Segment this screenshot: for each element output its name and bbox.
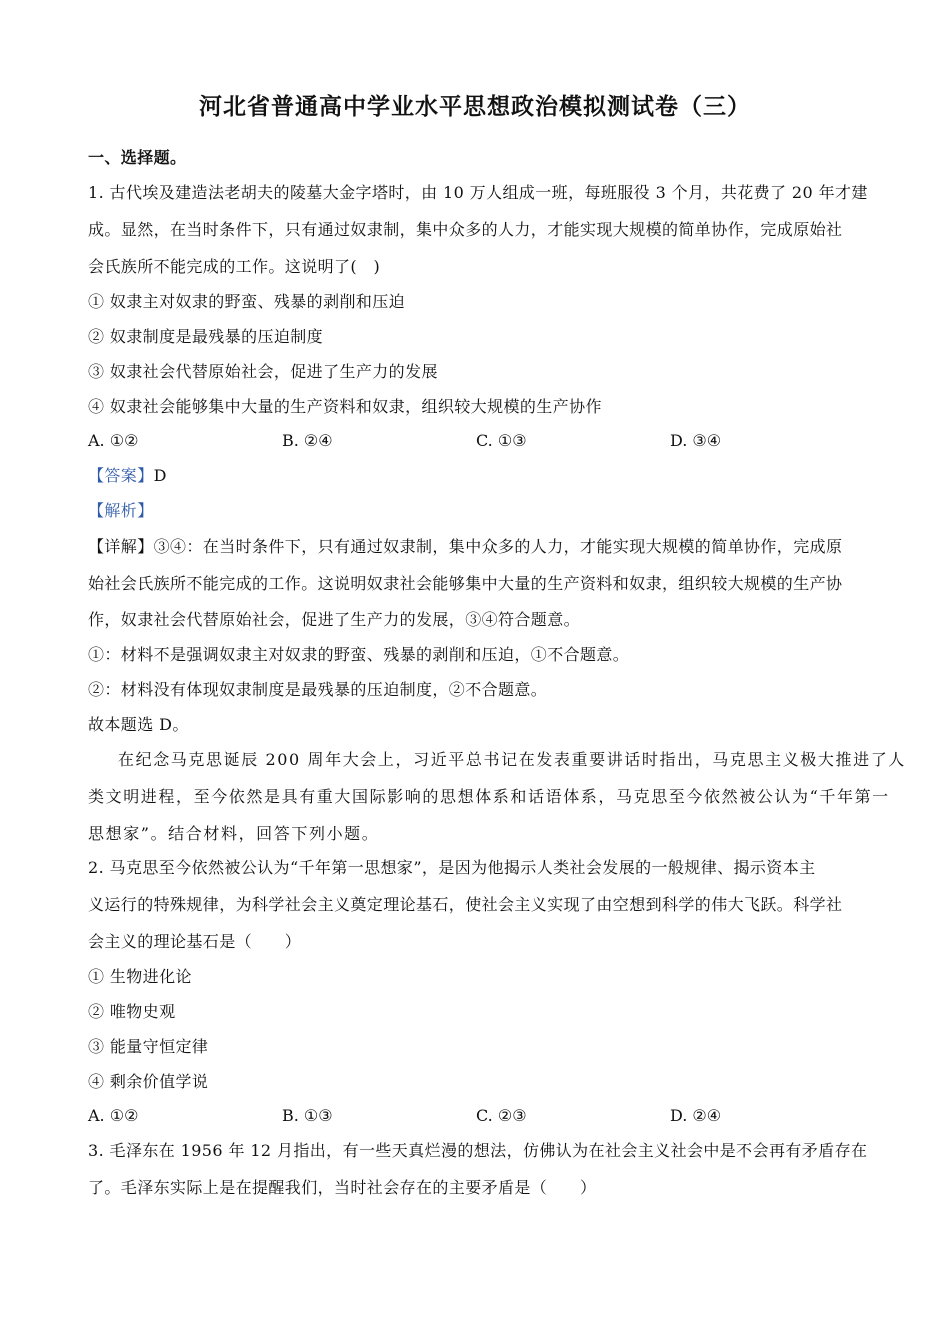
q1-answer — [88, 466, 863, 486]
q2-option-b: B. ①③ — [282, 1106, 333, 1125]
q2-item: ④ 剩余价值学说 — [88, 1072, 209, 1091]
q1-stem-line: 会氏族所不能完成的工作。这说明了( ) — [88, 257, 381, 276]
q1-detail-line: 故本题选 D。 — [88, 715, 189, 734]
q1-detail-line: ①：材料不是强调奴隶主对奴隶的野蛮、残暴的剥削和压迫，①不合题意。 — [88, 645, 630, 664]
q1-item: ③ 奴隶社会代替原始社会，促进了生产力的发展 — [88, 362, 438, 381]
analysis-label: 【解析】 — [88, 501, 154, 520]
passage-line: 在纪念马克思诞辰 200 周年大会上，习近平总书记在发表重要讲话时指出，马克思主义极大推进了人 — [118, 750, 906, 769]
q1-option-d: D. ③④ — [670, 431, 722, 450]
q1-detail-line: 作，奴隶社会代替原始社会，促进了生产力的发展，③④符合题意。 — [88, 610, 581, 629]
q1-detail-line: ②：材料没有体现奴隶制度是最残暴的压迫制度，②不合题意。 — [88, 680, 548, 699]
q2-option-c: C. ②③ — [476, 1106, 527, 1125]
q2-item: ③ 能量守恒定律 — [88, 1037, 209, 1056]
q2-option-a: A. ①② — [88, 1106, 139, 1125]
q2-stem-line: 义运行的特殊规律，为科学社会主义奠定理论基石，使社会主义实现了由空想到科学的伟大飞跃。科学社 — [88, 895, 843, 914]
q1-detail-line: 始社会氏族所不能完成的工作。这说明奴隶社会能够集中大量的生产资料和奴隶，组织较大规模的生产协 — [88, 574, 843, 593]
passage-line: 类文明进程，至今依然是具有重大国际影响的思想体系和话语体系，马克思至今依然被公认为“千年第一 — [88, 787, 890, 806]
q2-item: ② 唯物史观 — [88, 1002, 176, 1021]
detail-label: 【详解】 — [88, 537, 154, 556]
section-heading: 一、选择题。 — [88, 148, 187, 167]
q2-stem-line: 会主义的理论基石是（ ） — [88, 932, 302, 951]
q1-item: ① 奴隶主对奴隶的野蛮、残暴的剥削和压迫 — [88, 292, 406, 311]
q1-option-a: A. ①② — [88, 431, 139, 450]
answer-value: D — [153, 466, 167, 485]
q2-item: ① 生物进化论 — [88, 967, 192, 986]
q1-option-b: B. ②④ — [282, 431, 333, 450]
q3-stem-line: 3. 毛泽东在 1956 年 12 月指出，有一些天真烂漫的想法，仿佛认为在社会主义社会中是不会再有矛盾存在 — [88, 1141, 868, 1160]
q1-stem-line: 成。显然，在当时条件下，只有通过奴隶制，集中众多的人力，才能实现大规模的简单协作，完成原始社 — [88, 220, 843, 239]
q3-stem-line: 了。毛泽东实际上是在提醒我们，当时社会存在的主要矛盾是（ ） — [88, 1178, 597, 1197]
q2-stem-line: 2. 马克思至今依然被公认为“千年第一思想家”，是因为他揭示人类社会发展的一般规律、揭示资本主 — [88, 858, 816, 877]
q2-option-d: D. ②④ — [670, 1106, 722, 1125]
q1-item: ② 奴隶制度是最残暴的压迫制度 — [88, 327, 324, 346]
page-title: 河北省普通高中学业水平思想政治模拟测试卷（三） — [199, 94, 751, 120]
q1-stem-line: 1. 古代埃及建造法老胡夫的陵墓大金字塔时，由 10 万人组成一班，每班服役 3 个月，共花费了 20 年才建 — [88, 183, 868, 202]
answer-label: 【答案】 — [88, 466, 154, 485]
q1-detail-line — [88, 537, 863, 557]
q1-item: ④ 奴隶社会能够集中大量的生产资料和奴隶，组织较大规模的生产协作 — [88, 397, 602, 416]
q1-option-c: C. ①③ — [476, 431, 527, 450]
passage-line: 思想家”。结合材料，回答下列小题。 — [88, 824, 380, 843]
detail-text: ③④：在当时条件下，只有通过奴隶制，集中众多的人力，才能实现大规模的简单协作，完成原 — [153, 537, 843, 556]
